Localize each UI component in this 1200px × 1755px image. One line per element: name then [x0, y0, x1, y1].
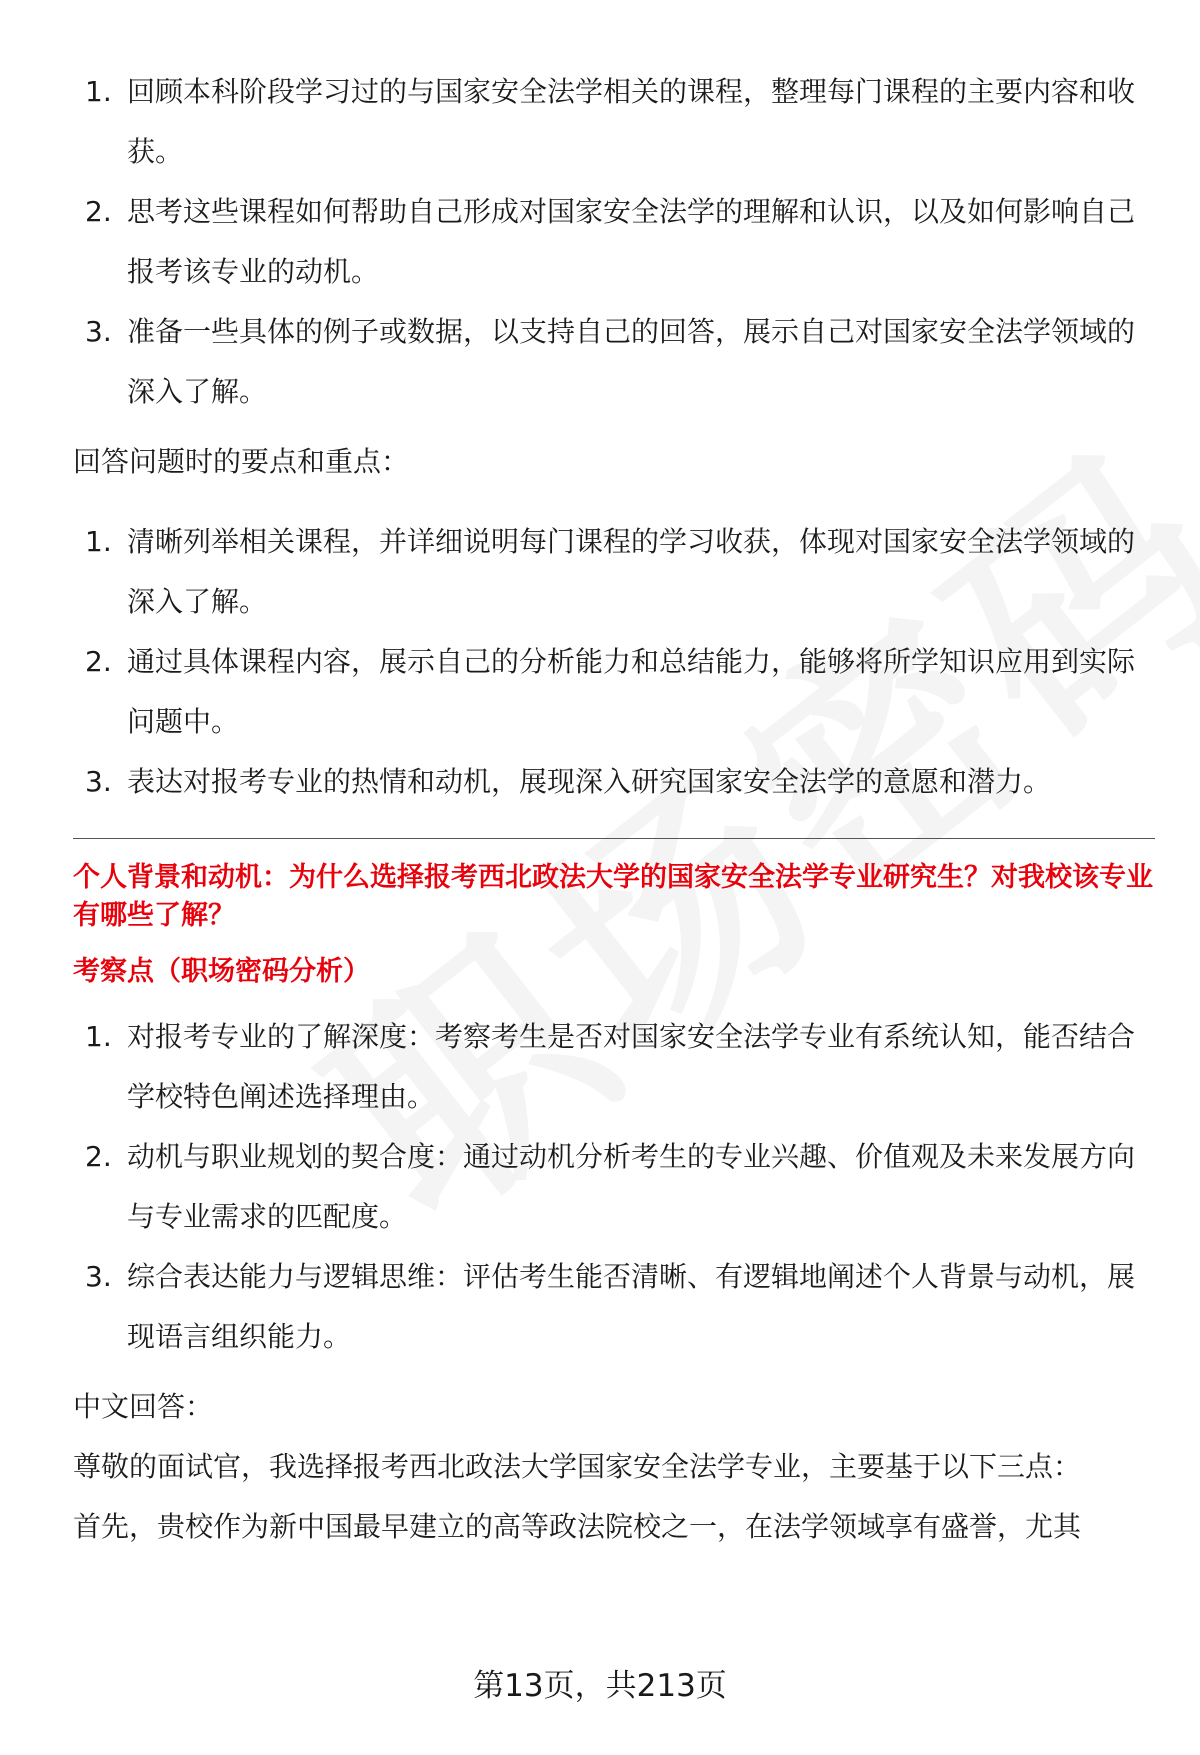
list-item-text: 准备一些具体的例子或数据，以支持自己的回答，展示自己对国家安全法学领域的深入了解。: [127, 315, 1136, 408]
list-item: [73, 512, 1158, 632]
exam-point-heading: 考察点（职场密码分析）: [73, 956, 370, 987]
list-item-text: 清晰列举相关课程，并详细说明每门课程的学习收获，体现对国家安全法学领域的深入了解。: [127, 525, 1136, 618]
list-item-text: 动机与职业规划的契合度：通过动机分析考生的专业兴趣、价值观及未来发展方向与专业需求的匹配度。: [127, 1140, 1136, 1233]
points-heading: 回答问题时的要点和重点：: [73, 445, 410, 478]
list-item-text: 通过具体课程内容，展示自己的分析能力和总结能力，能够将所学知识应用到实际问题中。: [127, 645, 1136, 738]
list-item: [73, 62, 1158, 182]
exam-points-list: [73, 1007, 1158, 1367]
page-content: [73, 62, 1158, 1557]
list-item: [73, 182, 1158, 302]
list-item: [73, 1127, 1158, 1247]
answer-line: 首先，贵校作为新中国最早建立的高等政法院校之一，在法学领域享有盛誉，尤其: [73, 1510, 1082, 1543]
list-number: 3.: [85, 765, 112, 798]
key-points-list: [73, 512, 1158, 812]
list-item-text: 表达对报考专业的热情和动机，展现深入研究国家安全法学的意愿和潜力。: [127, 765, 1052, 798]
list-item: [73, 752, 1158, 812]
list-number: 2.: [85, 645, 112, 678]
list-item-text: 对报考专业的了解深度：考察考生是否对国家安全法学专业有系统认知，能否结合学校特色阐述选择理由。: [127, 1020, 1136, 1113]
list-number: 2.: [85, 1140, 112, 1173]
list-number: 1.: [85, 75, 112, 108]
list-item-text: 思考这些课程如何帮助自己形成对国家安全法学的理解和认识，以及如何影响自己报考该专业的动机。: [127, 195, 1136, 288]
list-number: 3.: [85, 315, 112, 348]
preparation-list: [73, 62, 1158, 422]
list-item: [73, 1007, 1158, 1127]
list-item: [73, 302, 1158, 422]
list-number: 3.: [85, 1260, 112, 1293]
page-number: 第13页，共213页: [473, 1668, 727, 1704]
list-item: [73, 1247, 1158, 1367]
answer-label: 中文回答：: [73, 1390, 214, 1423]
list-number: 2.: [85, 195, 112, 228]
list-item-text: 回顾本科阶段学习过的与国家安全法学相关的课程，整理每门课程的主要内容和收获。: [127, 75, 1136, 168]
answer-line: 尊敬的面试官，我选择报考西北政法大学国家安全法学专业，主要基于以下三点：: [73, 1450, 1082, 1483]
list-item-text: 综合表达能力与逻辑思维：评估考生能否清晰、有逻辑地阐述个人背景与动机，展现语言组织能力。: [127, 1260, 1136, 1353]
section-divider: [73, 838, 1155, 839]
list-number: 1.: [85, 525, 112, 558]
list-number: 1.: [85, 1020, 112, 1053]
list-item: [73, 632, 1158, 752]
question-heading: 个人背景和动机：为什么选择报考西北政法大学的国家安全法学专业研究生？对我校该专业有哪些了解？: [73, 862, 1153, 931]
